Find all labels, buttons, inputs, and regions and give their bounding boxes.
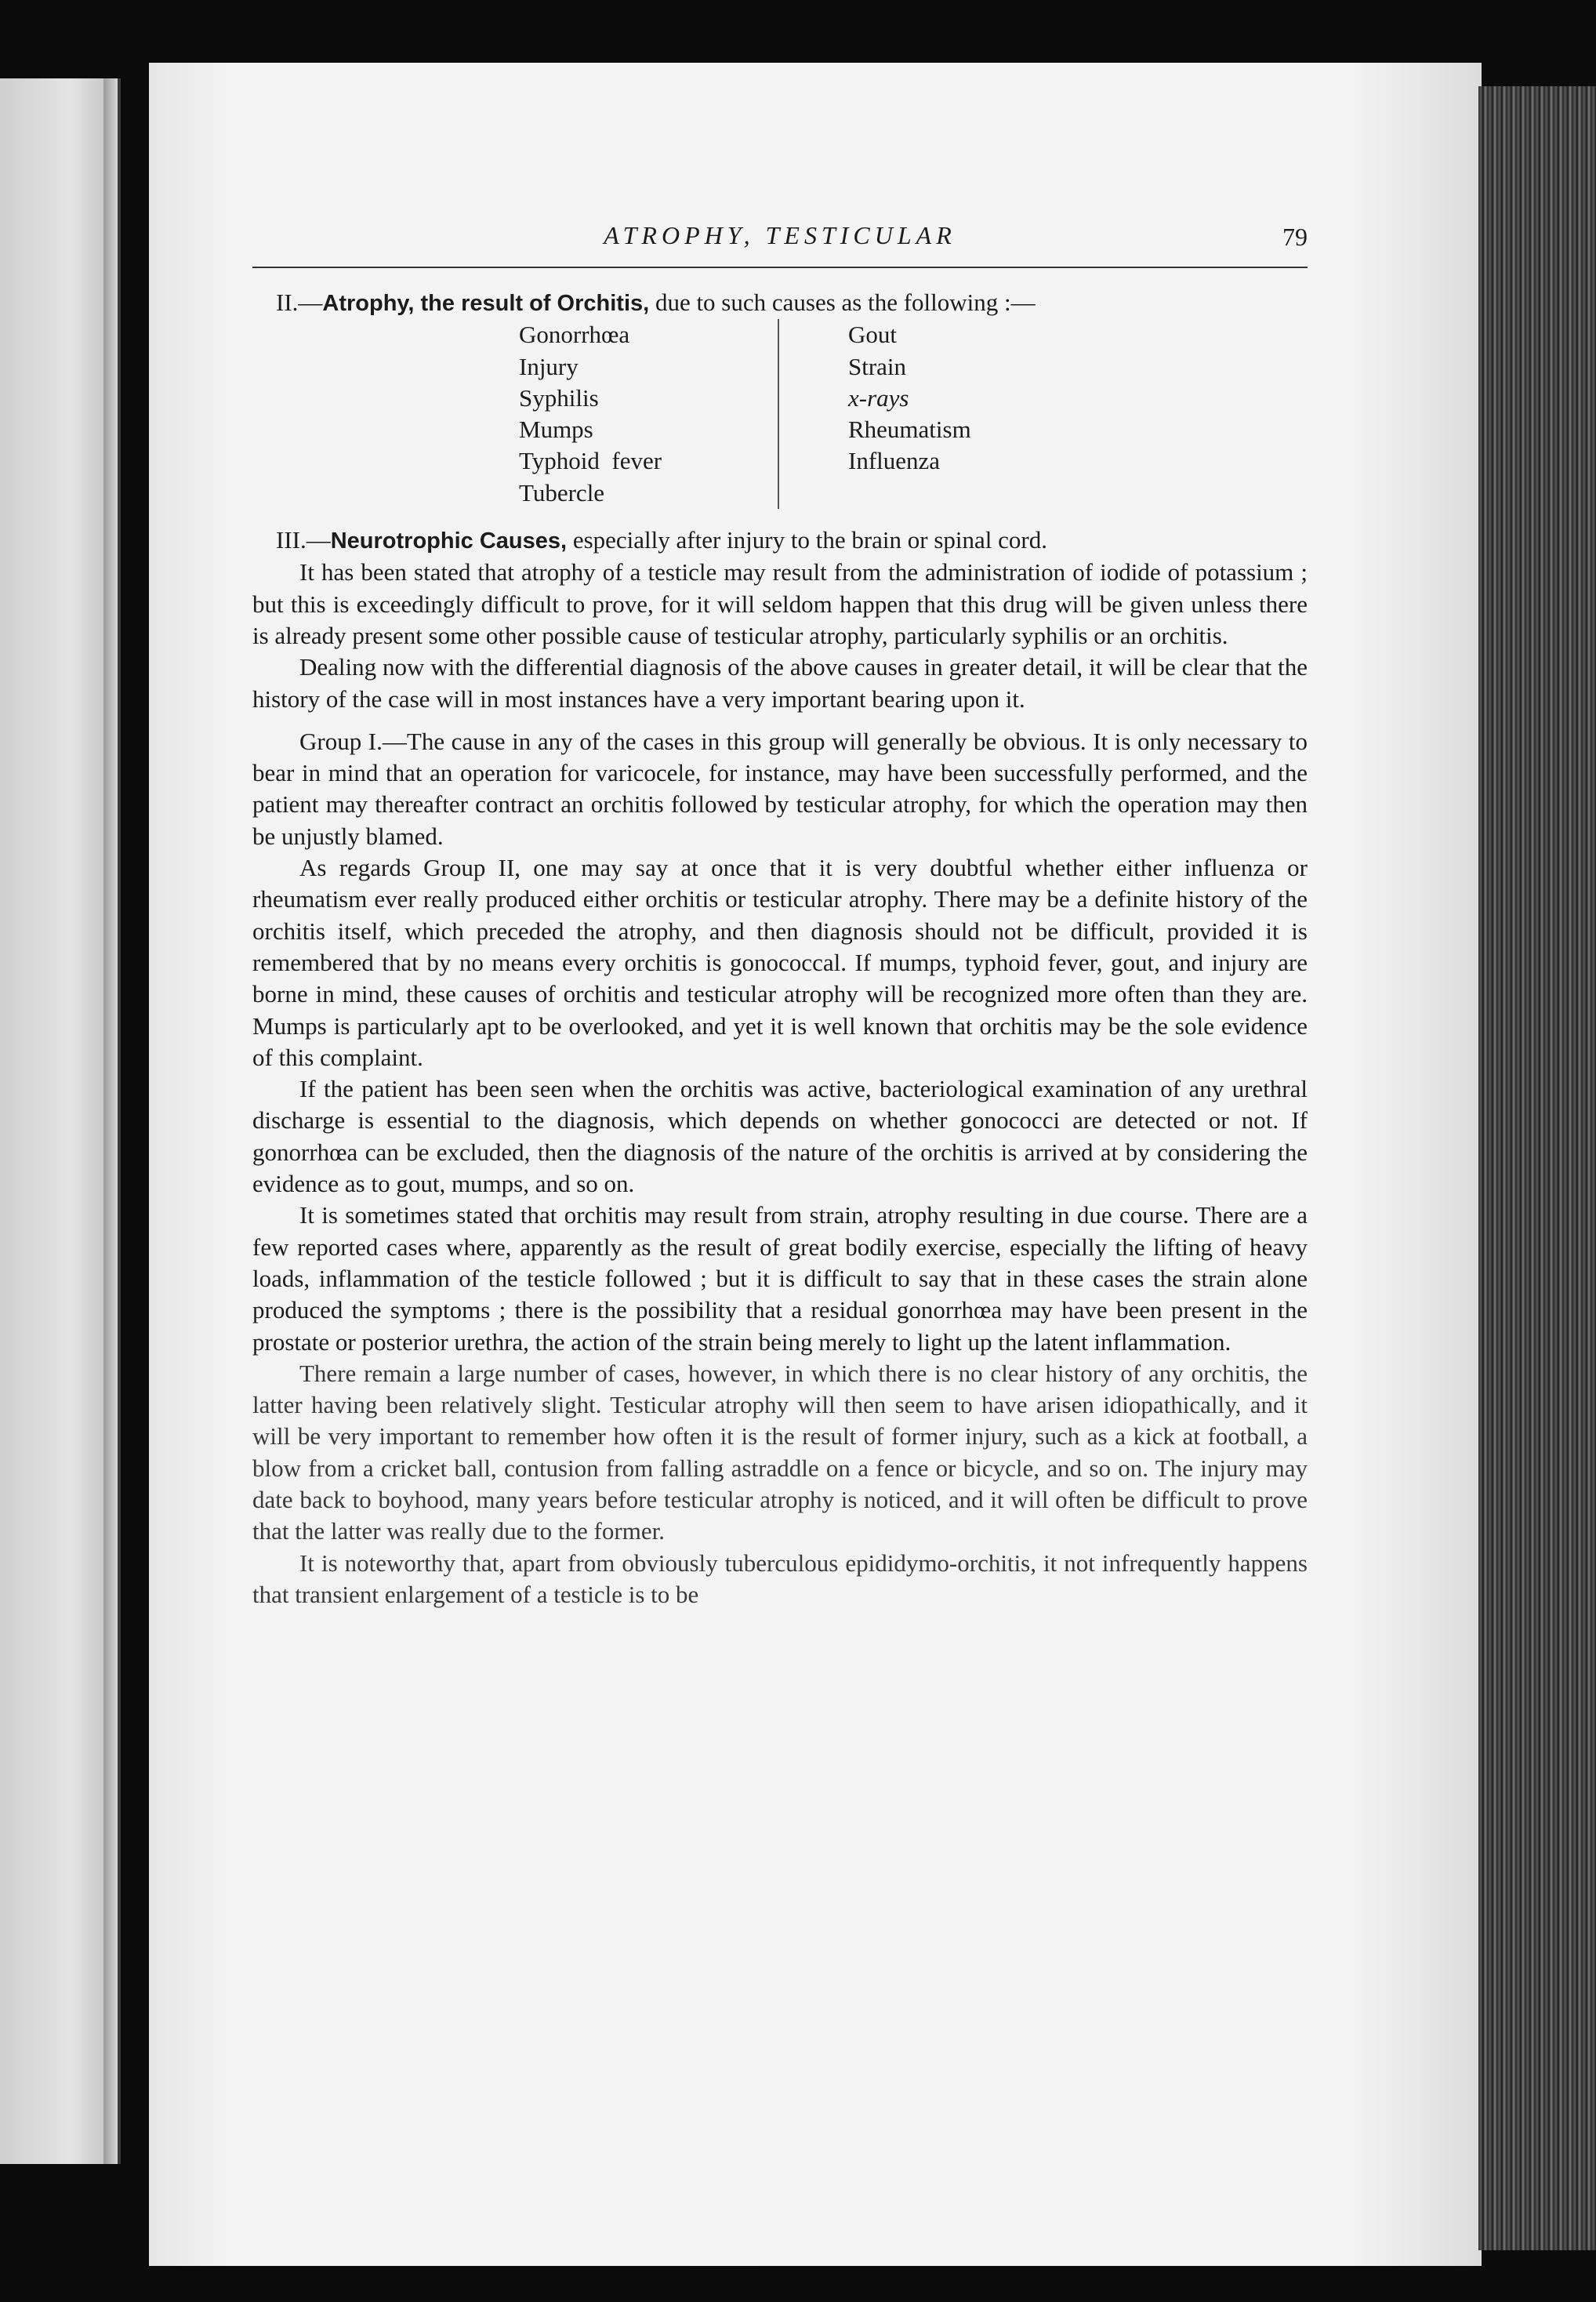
cause-item: Mumps: [519, 416, 593, 444]
causes-list: [519, 319, 1308, 509]
cause-item: Strain: [848, 352, 907, 380]
body-paragraph: Dealing now with the differential diagnosis of the above causes in greater detail, it will be clear that the history of the case will in most instances have a very important bearing upon it.: [252, 653, 1308, 713]
running-head: [252, 220, 1308, 263]
body-paragraph: It is noteworthy that, apart from obviously tuberculous epididymo-orchitis, it not infrequently happens that transient enlargement of a testicle is to be: [252, 1549, 1308, 1608]
gutter-shadow: [103, 78, 118, 2164]
cause-item: x-rays: [848, 383, 909, 412]
section-iii-intro: [252, 525, 1308, 557]
text-block: [252, 220, 1308, 1610]
cause-item: Syphilis: [519, 383, 599, 412]
body-paragraph: It has been stated that atrophy of a testicle may result from the administration of iodide of potassium ; but this is exceedingly difficult to prove, for it will seldom happen that this drug will be given unless there is already present some other possible cause of testicular atrophy, particularly syphilis or an orchitis.: [252, 558, 1308, 649]
body-paragraph: It is sometimes stated that orchitis may result from strain, atrophy resulting in due course. There are a few reported cases where, apparently as the result of great bodily exercise, especially the lifting of heavy loads, inflammation of the testicle followed ; but it is difficult to say that in these cases the strain alone produced the symptoms ; there is the possibility that a residual gonorrhœa may have been present in the prostate or posterior urethra, the action of the strain being merely to light up the latent inflammation.: [252, 1201, 1308, 1356]
section-ii-numeral: II.—: [276, 289, 323, 316]
section-iii-heading: Neurotrophic Causes,: [330, 528, 568, 554]
page-number: 79: [1282, 223, 1308, 251]
causes-column-right: [779, 319, 971, 509]
left-page-edge: [0, 78, 121, 2164]
cause-item: Gonorrhœa: [519, 321, 630, 349]
section-ii-text: due to such causes as the following :—: [649, 289, 1036, 316]
section-iii-text: especially after injury to the brain or spinal cord.: [567, 526, 1047, 554]
section-ii-intro: [252, 287, 1308, 319]
cause-item: Typhoid fever: [519, 447, 662, 475]
cause-item: Rheumatism: [848, 416, 971, 444]
cause-item: Gout: [848, 321, 897, 349]
section-iii-numeral: III.—: [276, 526, 331, 554]
body-paragraph: As regards Group II, one may say at once that it is very doubtful whether either influenza or rheumatism ever really produced either orchitis or testicular atrophy. There may be a definite history of the orchitis itself, which preceded the atrophy, and then diagnosis should not be difficult, provided it is remembered that by no means every orchitis is gonococcal. If mumps, typhoid fever, gout, and injury are borne in mind, these causes of orchitis and testicular atrophy will be recognized more often than they are. Mumps is particularly apt to be overlooked, and yet it is well known that orchitis may be the sole evidence of this complaint.: [252, 854, 1308, 1071]
page-stack-edges: [1478, 86, 1596, 2250]
body-paragraph: If the patient has been seen when the orchitis was active, bacteriological examination of any urethral discharge is essential to the diagnosis, which depends on whether gonococci are detected or not. If gonorrhœa can be excluded, then the diagnosis of the nature of the orchitis is arrived at by considering the evidence as to gout, mumps, and so on.: [252, 1075, 1308, 1198]
cause-item: Injury: [519, 352, 579, 380]
cause-item: Tubercle: [519, 478, 605, 507]
body-paragraph: There remain a large number of cases, however, in which there is no clear history of any orchitis, the latter having been relatively slight. Testicular atrophy will then seem to have arisen idiopathically, and it will be very important to remember how often it is the result of former injury, such as a kick at football, a blow from a cricket ball, contusion from falling astraddle on a fence or bicycle, and so on. The injury may date back to boyhood, many years before testicular atrophy is noticed, and it will often be difficult to prove that the latter was really due to the former.: [252, 1359, 1308, 1545]
header-rule: [252, 267, 1308, 268]
running-head-title: ATROPHY, TESTICULAR: [604, 221, 956, 249]
cause-item: Influenza: [848, 447, 941, 475]
section-ii-heading: Atrophy, the result of Orchitis,: [322, 291, 650, 316]
body-paragraph: Group I.—The cause in any of the cases in this group will generally be obvious. It is only necessary to bear in mind that an operation for varicocele, for instance, may have been successfully performed, and the patient may thereafter contract an orchitis followed by testicular atrophy, for which the operation may then be unjustly blamed.: [252, 727, 1308, 850]
causes-column-left: [519, 319, 779, 509]
